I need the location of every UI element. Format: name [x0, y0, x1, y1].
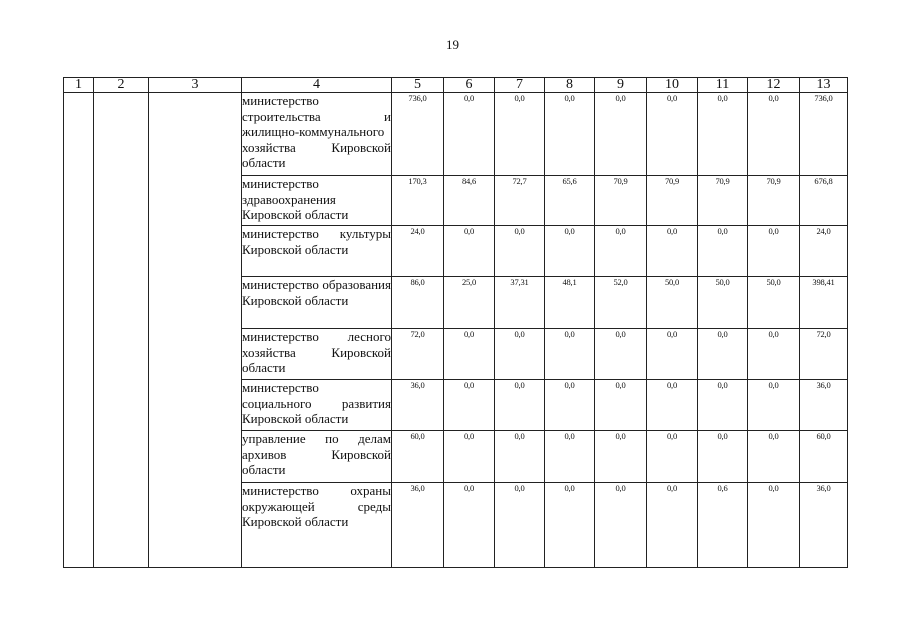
value-cell: 50,0: [748, 277, 800, 329]
value-cell: 72,7: [495, 176, 545, 226]
value-cell: 25,0: [444, 277, 495, 329]
total-cell: 36,0: [800, 380, 848, 431]
value-cell: 72,0: [392, 329, 444, 380]
value-cell: 0,0: [545, 431, 595, 483]
value-cell: 0,0: [444, 226, 495, 277]
merged-cell-col2: [94, 93, 149, 568]
value-cell: 52,0: [595, 277, 647, 329]
value-cell: 0,0: [698, 431, 748, 483]
merged-cell-col1: [64, 93, 94, 568]
total-cell: 736,0: [800, 93, 848, 176]
value-cell: 70,9: [698, 176, 748, 226]
value-cell: 60,0: [392, 431, 444, 483]
value-cell: 0,0: [748, 431, 800, 483]
org-name-cell: министерство охраны окружающей среды Кировской области: [242, 483, 392, 568]
value-cell: 0,0: [444, 483, 495, 568]
org-name-cell: министерство социального развития Кировской области: [242, 380, 392, 431]
header-row: [64, 78, 848, 93]
value-cell: 0,0: [647, 226, 698, 277]
value-cell: 0,0: [495, 329, 545, 380]
value-cell: 70,9: [595, 176, 647, 226]
col-header: 13: [800, 78, 848, 93]
total-cell: 60,0: [800, 431, 848, 483]
value-cell: 0,0: [595, 380, 647, 431]
value-cell: 0,0: [698, 93, 748, 176]
value-cell: 24,0: [392, 226, 444, 277]
value-cell: 0,0: [545, 483, 595, 568]
value-cell: 0,0: [495, 226, 545, 277]
value-cell: 0,0: [595, 431, 647, 483]
value-cell: 0,0: [698, 226, 748, 277]
budget-table: [63, 77, 848, 568]
merged-cell-col3: [149, 93, 242, 568]
value-cell: 0,0: [748, 483, 800, 568]
total-cell: 72,0: [800, 329, 848, 380]
value-cell: 0,0: [595, 93, 647, 176]
total-cell: 24,0: [800, 226, 848, 277]
total-cell: 398,41: [800, 277, 848, 329]
value-cell: 0,0: [748, 380, 800, 431]
value-cell: 736,0: [392, 93, 444, 176]
col-header: 11: [698, 78, 748, 93]
org-name-cell: министерство образования Кировской области: [242, 277, 392, 329]
value-cell: 0,0: [748, 226, 800, 277]
value-cell: 0,0: [545, 380, 595, 431]
value-cell: 65,6: [545, 176, 595, 226]
value-cell: 0,0: [748, 93, 800, 176]
value-cell: 0,0: [444, 380, 495, 431]
value-cell: 36,0: [392, 380, 444, 431]
col-header: 9: [595, 78, 647, 93]
value-cell: 0,0: [545, 329, 595, 380]
value-cell: 70,9: [748, 176, 800, 226]
value-cell: 0,0: [495, 380, 545, 431]
page-number: 19: [446, 37, 459, 52]
value-cell: 0,0: [495, 483, 545, 568]
value-cell: 36,0: [392, 483, 444, 568]
value-cell: 0,0: [495, 431, 545, 483]
value-cell: 50,0: [698, 277, 748, 329]
value-cell: 0,0: [444, 329, 495, 380]
value-cell: 0,0: [748, 329, 800, 380]
total-cell: 676,8: [800, 176, 848, 226]
value-cell: 0,0: [545, 93, 595, 176]
value-cell: 0,0: [444, 431, 495, 483]
value-cell: 0,0: [545, 226, 595, 277]
value-cell: 0,0: [595, 483, 647, 568]
col-header: 2: [94, 78, 149, 93]
col-header: 8: [545, 78, 595, 93]
value-cell: 84,6: [444, 176, 495, 226]
org-name-cell: министерство культуры Кировской области: [242, 226, 392, 277]
table-row: [64, 93, 848, 176]
org-name-cell: министерство строительства и жилищно-коммунального хозяйства Кировской области: [242, 93, 392, 176]
col-header: 6: [444, 78, 495, 93]
value-cell: 0,0: [595, 226, 647, 277]
value-cell: 0,0: [647, 380, 698, 431]
value-cell: 48,1: [545, 277, 595, 329]
value-cell: 50,0: [647, 277, 698, 329]
org-name-cell: министерство лесного хозяйства Кировской области: [242, 329, 392, 380]
value-cell: 37,31: [495, 277, 545, 329]
col-header: 4: [242, 78, 392, 93]
col-header: 10: [647, 78, 698, 93]
col-header: 5: [392, 78, 444, 93]
value-cell: 0,0: [595, 329, 647, 380]
value-cell: 0,0: [495, 93, 545, 176]
value-cell: 0,0: [647, 431, 698, 483]
value-cell: 0,0: [444, 93, 495, 176]
value-cell: 0,0: [647, 93, 698, 176]
col-header: 7: [495, 78, 545, 93]
value-cell: 0,0: [698, 380, 748, 431]
value-cell: 170,3: [392, 176, 444, 226]
value-cell: 0,6: [698, 483, 748, 568]
value-cell: 86,0: [392, 277, 444, 329]
col-header: 1: [64, 78, 94, 93]
org-name-cell: министерство здравоохранения Кировской области: [242, 176, 392, 226]
value-cell: 0,0: [647, 483, 698, 568]
org-name-cell: управление по делам архивов Кировской области: [242, 431, 392, 483]
value-cell: 0,0: [647, 329, 698, 380]
total-cell: 36,0: [800, 483, 848, 568]
col-header: 12: [748, 78, 800, 93]
col-header: 3: [149, 78, 242, 93]
value-cell: 70,9: [647, 176, 698, 226]
value-cell: 0,0: [698, 329, 748, 380]
